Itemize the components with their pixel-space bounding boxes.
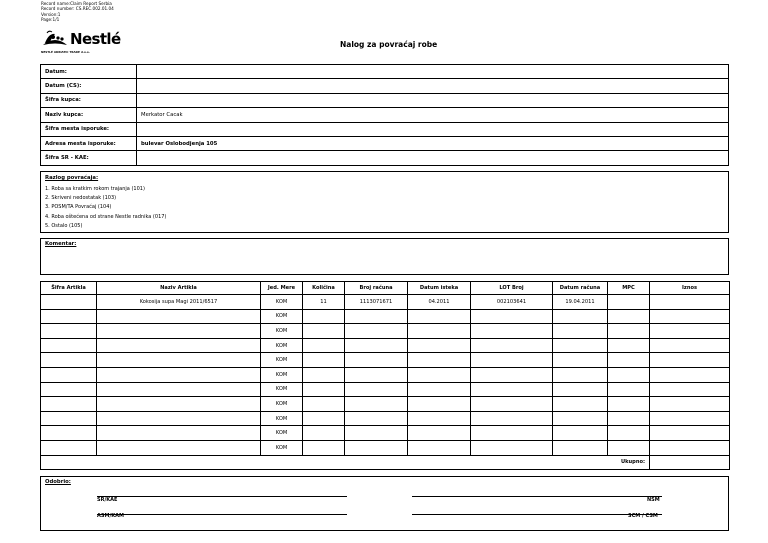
table-cell[interactable]: KOM: [261, 382, 303, 397]
table-row: [41, 338, 730, 353]
info-label: Šifra SR - KAE:: [41, 151, 137, 165]
table-cell[interactable]: [553, 440, 608, 455]
table-cell[interactable]: 002103641: [471, 295, 553, 310]
sr-kae-label: SR/KAE: [97, 497, 118, 503]
table-cell[interactable]: [553, 324, 608, 339]
table-cell[interactable]: [650, 440, 730, 455]
table-cell[interactable]: [553, 353, 608, 368]
table-cell[interactable]: [41, 382, 97, 397]
signature-line-sr-kae: [97, 496, 347, 497]
info-label: Šifra mesta isporuke:: [41, 122, 137, 136]
table-cell[interactable]: KOM: [261, 353, 303, 368]
info-label: Šifra kupca:: [41, 93, 137, 107]
table-row: [41, 426, 730, 441]
table-cell[interactable]: [553, 309, 608, 324]
table-cell[interactable]: [41, 426, 97, 441]
table-cell[interactable]: KOM: [261, 295, 303, 310]
table-cell[interactable]: [41, 440, 97, 455]
table-cell[interactable]: [41, 324, 97, 339]
table-cell[interactable]: 1113071671: [345, 295, 408, 310]
table-cell[interactable]: [608, 338, 650, 353]
table-cell[interactable]: [608, 367, 650, 382]
info-row: [41, 79, 729, 93]
table-cell[interactable]: [97, 309, 261, 324]
record-metadata: [41, 1, 114, 23]
return-reason-item: 2. Skriveni nedostatak (103): [45, 195, 117, 202]
info-label: Datum (CS):: [41, 79, 137, 93]
table-cell[interactable]: [471, 382, 553, 397]
table-row: [41, 353, 730, 368]
column-header: Naziv Artikla: [97, 282, 261, 295]
customer-info-table: [40, 64, 729, 166]
table-cell[interactable]: [553, 382, 608, 397]
nsm-label: NSM: [647, 497, 660, 503]
table-cell[interactable]: [471, 338, 553, 353]
table-row: [41, 367, 730, 382]
table-row: [41, 397, 730, 412]
table-row: [41, 324, 730, 339]
column-header: Datum računa: [553, 282, 608, 295]
info-row: [41, 93, 729, 107]
info-row: [41, 151, 729, 165]
table-row: [41, 440, 730, 455]
nest-birds-icon: [41, 29, 69, 49]
table-cell[interactable]: [608, 411, 650, 426]
table-cell[interactable]: [303, 382, 345, 397]
info-row: [41, 136, 729, 150]
table-cell[interactable]: [608, 295, 650, 310]
table-cell[interactable]: [408, 440, 471, 455]
table-cell[interactable]: KOM: [261, 338, 303, 353]
table-cell[interactable]: [650, 382, 730, 397]
table-cell[interactable]: [41, 338, 97, 353]
table-cell[interactable]: [303, 353, 345, 368]
return-reason-list: [45, 185, 166, 231]
table-cell[interactable]: [41, 411, 97, 426]
table-cell[interactable]: [41, 367, 97, 382]
table-cell[interactable]: KOM: [261, 309, 303, 324]
column-header: Jed. Mere: [261, 282, 303, 295]
table-cell[interactable]: [345, 411, 408, 426]
approval-heading: Odobrio:: [45, 479, 71, 485]
record-page: Page:1/1: [41, 17, 60, 23]
table-cell[interactable]: [97, 353, 261, 368]
table-cell[interactable]: [41, 309, 97, 324]
table-row: [41, 295, 730, 310]
signature-line-scm-csm: [412, 514, 662, 515]
column-header: Količina: [303, 282, 345, 295]
table-cell[interactable]: 19.04.2011: [553, 295, 608, 310]
table-cell[interactable]: [345, 367, 408, 382]
table-cell[interactable]: [471, 426, 553, 441]
comment-heading: Komentar:: [45, 241, 77, 247]
return-reason-heading: Razlog povraćaja:: [45, 175, 99, 181]
table-cell[interactable]: [553, 397, 608, 412]
table-cell[interactable]: [303, 338, 345, 353]
table-cell[interactable]: KOM: [261, 324, 303, 339]
table-cell[interactable]: 11: [303, 295, 345, 310]
table-cell[interactable]: 04.2011: [408, 295, 471, 310]
table-cell[interactable]: KOM: [261, 411, 303, 426]
record-number: Record number: CS.REC.002.01.04: [41, 6, 114, 12]
table-cell[interactable]: KOM: [261, 397, 303, 412]
table-cell[interactable]: [608, 397, 650, 412]
table-cell[interactable]: [41, 295, 97, 310]
return-reason-box: [40, 171, 729, 233]
table-cell[interactable]: [408, 397, 471, 412]
info-value[interactable]: Merkator Cacak: [137, 108, 729, 122]
items-header-row: [41, 282, 730, 295]
table-cell[interactable]: [650, 426, 730, 441]
total-label: Ukupno:: [41, 455, 650, 470]
table-cell[interactable]: [97, 324, 261, 339]
table-cell[interactable]: [345, 440, 408, 455]
table-cell[interactable]: [97, 382, 261, 397]
info-row: [41, 108, 729, 122]
table-cell[interactable]: [303, 367, 345, 382]
table-cell[interactable]: [408, 382, 471, 397]
info-label: Naziv kupca:: [41, 108, 137, 122]
table-cell[interactable]: [345, 309, 408, 324]
return-reason-item: 3. POSM/TA Povraćaj (104): [45, 204, 112, 211]
table-cell[interactable]: [303, 426, 345, 441]
table-cell[interactable]: [471, 367, 553, 382]
table-cell[interactable]: [408, 411, 471, 426]
table-cell[interactable]: [345, 353, 408, 368]
table-cell[interactable]: [650, 309, 730, 324]
table-cell[interactable]: Kokosija supa Magi 2011/6517: [97, 295, 261, 310]
table-cell[interactable]: [97, 440, 261, 455]
table-cell[interactable]: [97, 426, 261, 441]
table-cell[interactable]: [408, 309, 471, 324]
return-reason-item: 1. Roba sa kratkim rokom trajanja (101): [45, 186, 145, 192]
total-value[interactable]: [650, 455, 730, 470]
signature-line-asm-kam: [97, 514, 347, 515]
table-cell[interactable]: [345, 338, 408, 353]
table-cell[interactable]: [408, 324, 471, 339]
table-cell[interactable]: [303, 309, 345, 324]
info-value[interactable]: [137, 65, 729, 79]
table-cell[interactable]: [650, 338, 730, 353]
table-cell[interactable]: [471, 411, 553, 426]
table-cell[interactable]: [608, 382, 650, 397]
table-cell[interactable]: [345, 382, 408, 397]
table-cell[interactable]: [608, 426, 650, 441]
return-reason-item: 4. Roba oštećena od strane Nestle radnika (017): [45, 213, 167, 220]
table-cell[interactable]: [345, 426, 408, 441]
table-row: [41, 382, 730, 397]
column-header: Datum isteka: [408, 282, 471, 295]
table-cell[interactable]: [608, 324, 650, 339]
column-header: Broj računa: [345, 282, 408, 295]
column-header: Šifra Artikla: [41, 282, 97, 295]
table-cell[interactable]: [303, 324, 345, 339]
items-table: [40, 281, 730, 470]
nestle-logo: [41, 29, 121, 54]
table-cell[interactable]: [650, 397, 730, 412]
signature-line-nsm: [412, 496, 662, 497]
column-header: Iznos: [650, 282, 730, 295]
table-cell[interactable]: [97, 367, 261, 382]
info-value[interactable]: [137, 93, 729, 107]
table-cell[interactable]: [650, 295, 730, 310]
table-cell[interactable]: [408, 426, 471, 441]
table-cell[interactable]: [608, 309, 650, 324]
table-cell[interactable]: [608, 440, 650, 455]
info-label: Adresa mesta isporuke:: [41, 136, 137, 150]
table-cell[interactable]: [303, 411, 345, 426]
table-cell[interactable]: [471, 440, 553, 455]
table-cell[interactable]: [408, 353, 471, 368]
record-name: Record name:Claim Report Serbia: [41, 1, 112, 6]
table-cell[interactable]: [650, 324, 730, 339]
table-cell[interactable]: KOM: [261, 367, 303, 382]
table-cell[interactable]: [41, 353, 97, 368]
table-cell[interactable]: [553, 426, 608, 441]
record-version: Version:1: [41, 11, 61, 17]
table-cell[interactable]: KOM: [261, 426, 303, 441]
table-cell[interactable]: [97, 411, 261, 426]
table-cell[interactable]: [608, 353, 650, 368]
column-header: MPC: [608, 282, 650, 295]
table-cell[interactable]: [650, 367, 730, 382]
table-cell[interactable]: KOM: [261, 440, 303, 455]
table-cell[interactable]: [41, 397, 97, 412]
column-header: LOT Broj: [471, 282, 553, 295]
logo-wordmark: Nestlé: [70, 30, 121, 48]
table-cell[interactable]: [408, 367, 471, 382]
table-row: [41, 411, 730, 426]
table-cell[interactable]: [408, 338, 471, 353]
info-value[interactable]: bulevar Oslobodjenja 105: [137, 136, 729, 150]
table-cell[interactable]: [471, 324, 553, 339]
table-cell[interactable]: [471, 353, 553, 368]
table-cell[interactable]: [553, 338, 608, 353]
document-title: Nalog za povraćaj robe: [340, 40, 438, 49]
info-value[interactable]: [137, 151, 729, 165]
table-cell[interactable]: [303, 397, 345, 412]
asm-kam-label: ASM/KAM: [97, 513, 124, 519]
return-reason-item: 5. Ostalo (105): [45, 222, 83, 229]
table-cell[interactable]: [471, 309, 553, 324]
total-row: [41, 455, 730, 470]
table-cell[interactable]: [97, 338, 261, 353]
table-row: [41, 309, 730, 324]
table-cell[interactable]: [345, 324, 408, 339]
info-value[interactable]: [137, 122, 729, 136]
scm-csm-label: SCM / CSM: [628, 513, 658, 519]
table-cell[interactable]: [553, 411, 608, 426]
info-row: [41, 65, 729, 79]
table-cell[interactable]: [471, 397, 553, 412]
approval-box: [40, 476, 729, 531]
info-value[interactable]: [137, 79, 729, 93]
info-row: [41, 122, 729, 136]
table-cell[interactable]: [650, 411, 730, 426]
logo-subtitle: NESTLÉ ADRIATIC TRADE d.o.o.: [41, 50, 90, 54]
comment-box[interactable]: [40, 238, 729, 275]
table-cell[interactable]: [97, 397, 261, 412]
table-cell[interactable]: [650, 353, 730, 368]
info-label: Datum:: [41, 65, 137, 79]
table-cell[interactable]: [303, 440, 345, 455]
table-cell[interactable]: [345, 397, 408, 412]
table-cell[interactable]: [553, 367, 608, 382]
